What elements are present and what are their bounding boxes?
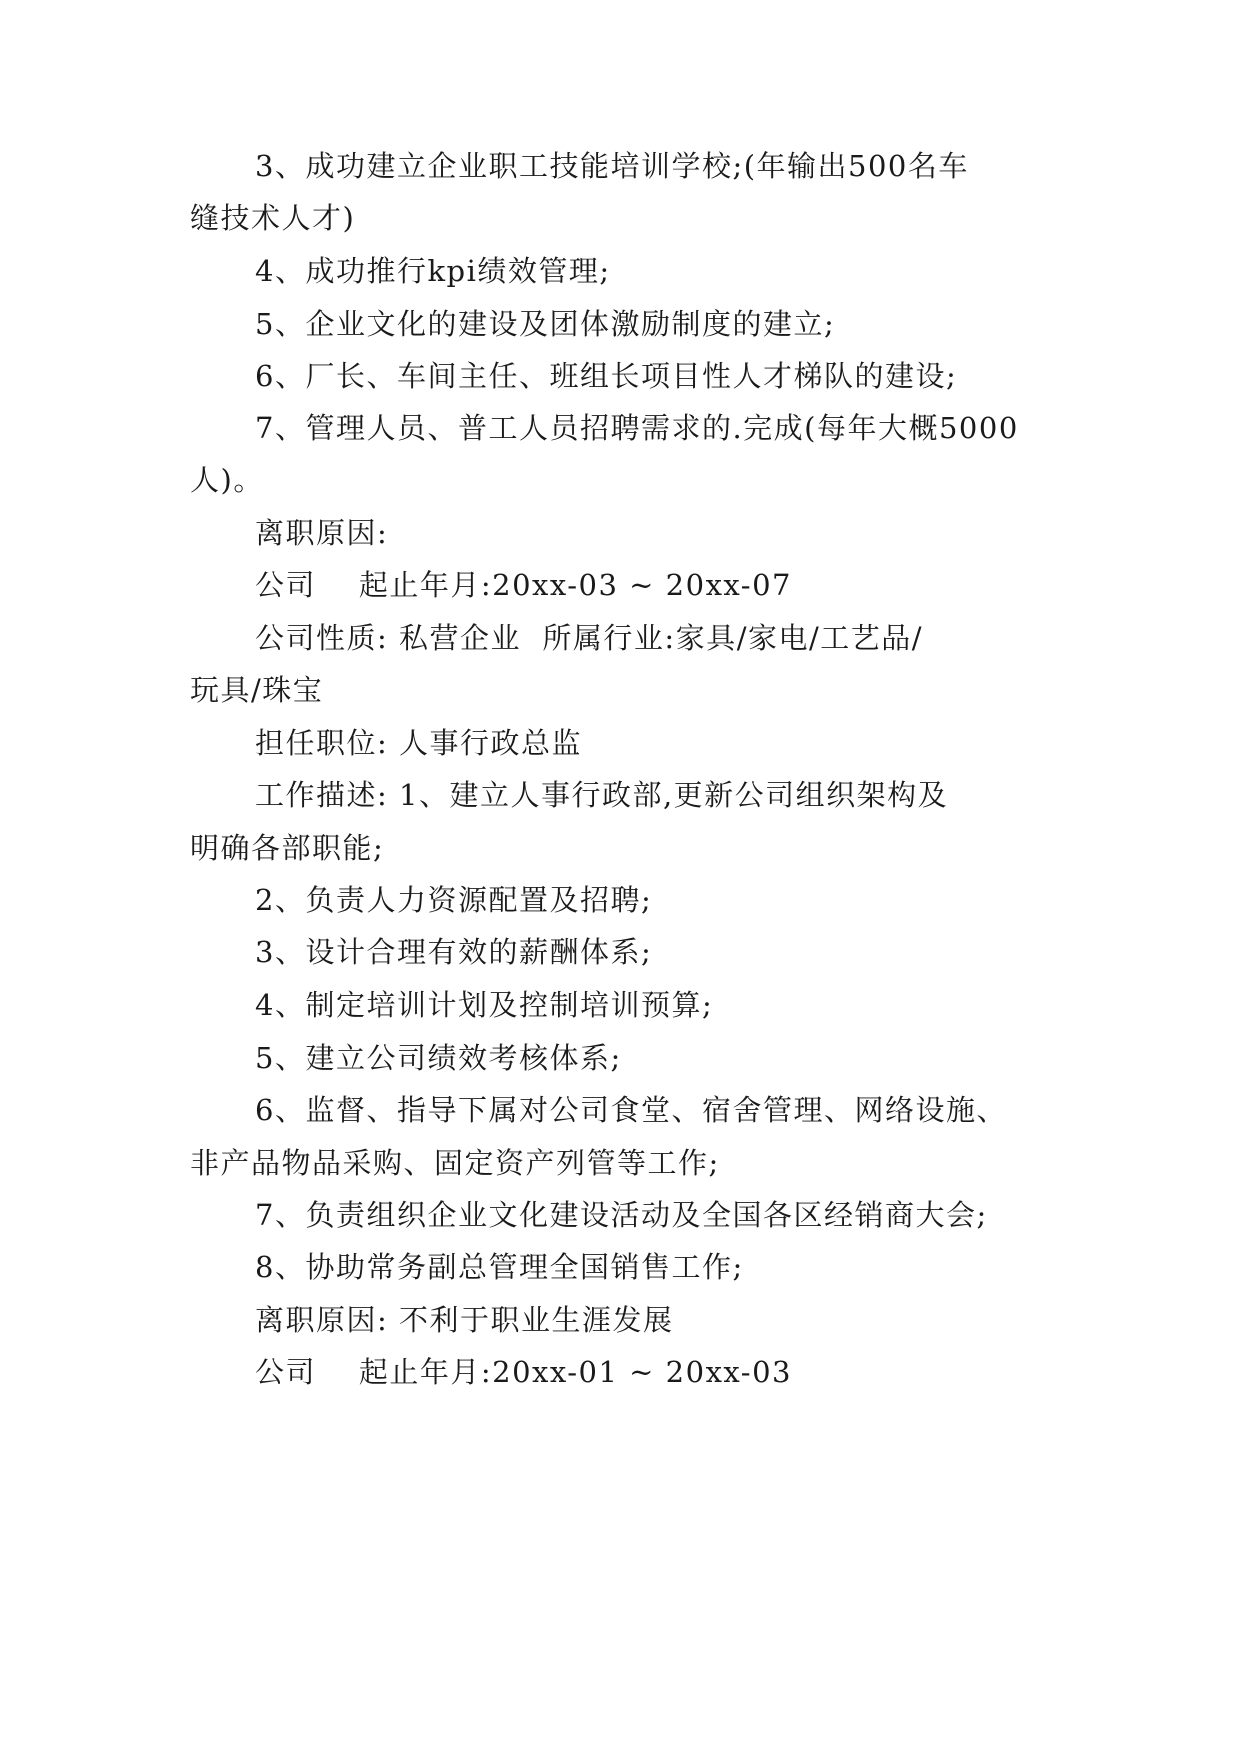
text-line: 离职原因: <box>255 516 389 550</box>
text-line: 担任职位: 人事行政总监 <box>255 726 582 760</box>
text-line: 3、成功建立企业职工技能培训学校;(年输出500名车 <box>255 149 969 183</box>
text-line: 5、企业文化的建设及团体激励制度的建立; <box>255 307 836 341</box>
text-line: 4、成功推行kpi绩效管理; <box>255 254 611 288</box>
text-line: 6、监督、指导下属对公司食堂、宿舍管理、网络设施、 <box>255 1093 1007 1127</box>
text-line: 人)。 <box>190 463 264 497</box>
text-line: 公司 起止年月:20xx-01 ~ 20xx-03 <box>255 1355 792 1389</box>
text-line: 7、管理人员、普工人员招聘需求的.完成(每年大概5000 <box>255 411 1019 445</box>
text-line: 公司性质: 私营企业 所属行业:家具/家电/工艺品/ <box>255 621 924 655</box>
text-line: 6、厂长、车间主任、班组长项目性人才梯队的建设; <box>255 359 958 393</box>
text-line: 7、负责组织企业文化建设活动及全国各区经销商大会; <box>255 1198 988 1232</box>
text-line: 4、制定培训计划及控制培训预算; <box>255 988 714 1022</box>
text-line: 3、设计合理有效的薪酬体系; <box>255 935 653 969</box>
text-line: 8、协助常务副总管理全国销售工作; <box>255 1250 744 1284</box>
text-line: 离职原因: 不利于职业生涯发展 <box>255 1303 674 1337</box>
text-line: 5、建立公司绩效考核体系; <box>255 1041 622 1075</box>
text-line: 2、负责人力资源配置及招聘; <box>255 883 653 917</box>
text-line: 明确各部职能; <box>190 831 385 865</box>
text-line: 缝技术人才) <box>190 201 356 235</box>
text-line: 非产品物品采购、固定资产列管等工作; <box>190 1146 720 1180</box>
text-line: 工作描述: 1、建立人事行政部,更新公司组织架构及 <box>255 778 949 812</box>
text-line: 玩具/珠宝 <box>190 673 324 707</box>
text-line: 公司 起止年月:20xx-03 ~ 20xx-07 <box>255 568 792 602</box>
